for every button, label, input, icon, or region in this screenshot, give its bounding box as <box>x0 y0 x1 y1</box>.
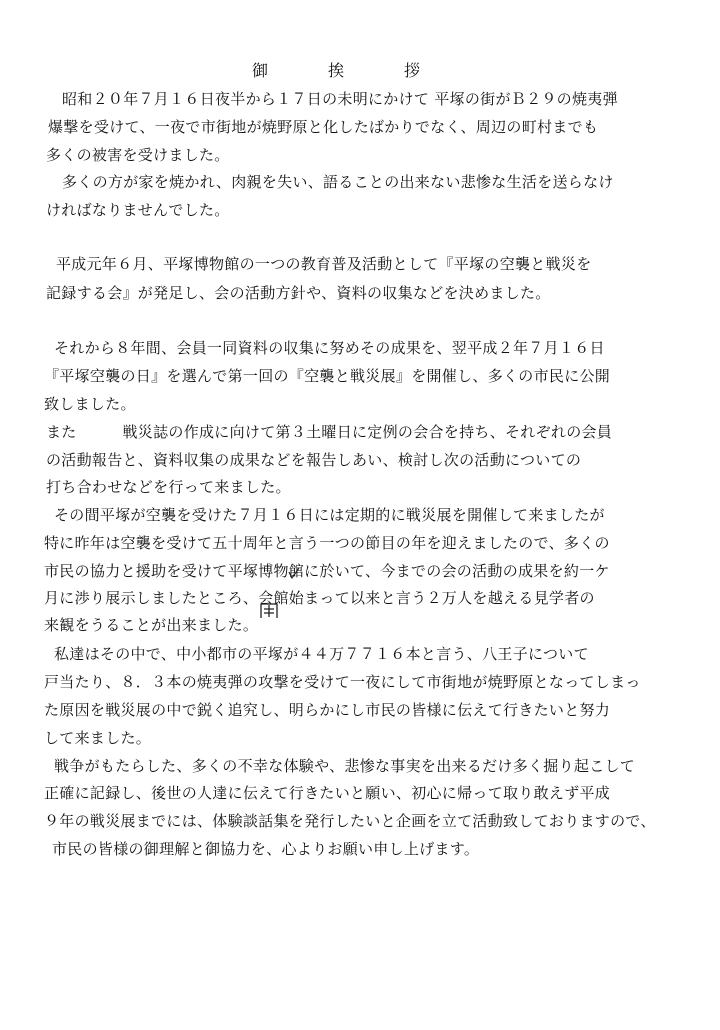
text-line: 来観をうることが出来ました。 <box>44 616 259 634</box>
text-line: 記録する会』が発足し、会の活動方針や、資料の収集などを決めました。 <box>46 284 551 302</box>
text-line: その間平塚が空襲を受けた７月１６日には定期的に戦災展を開催して来ましたが <box>54 506 605 524</box>
text-line: 戦争がもたらした、多くの不幸な体験や、悲惨な事実を出来るだけ多く掘り起こして <box>54 757 636 775</box>
text-line: それから８年間、会員一同資料の収集に努めその成果を、翌平成２年７月１６日 <box>54 339 605 357</box>
text-line: 多くの方が家を焼かれ、肉親を失い、語ることの出来ない悲惨な生活を送らなけ <box>62 173 614 191</box>
text-line: また 戦災誌の作成に向けて第３土曜日に定例の会合を持ち、それぞれの会員 <box>46 423 613 441</box>
text-line: 平成元年６月、平塚博物館の一つの教育普及活動として『平塚の空襲と戦災を <box>56 255 592 273</box>
text-line: して来ました。 <box>44 729 152 747</box>
text-line: 致しました。 <box>44 395 136 413</box>
text-line: 私達はその中で、中小都市の平塚が４４万７７１６本と言う、八王子について <box>54 645 589 663</box>
text-line: 戸当たり、８．３本の焼夷弾の攻撃を受けて一夜にして市街地が焼野原となってしまっ <box>44 673 641 691</box>
text-line: 月に渉り展示しましたところ、会館始まって以来と言う２万人を越える見学者の <box>44 589 595 607</box>
text-line: 爆撃を受けて、一夜で市街地が焼野原と化したばかりでなく、周辺の町村までも <box>48 118 599 136</box>
text-line: 昭和２０年７月１６日夜半から１７日の未明にかけて 平塚の街がＢ２９の焼夷弾 <box>62 90 618 108</box>
document-title: 御 挨 拶 <box>252 61 443 80</box>
handwritten-check-mark <box>287 567 301 581</box>
text-line: 市民の協力と援助を受けて平塚博物館に於いて、今までの会の活動の成果を約一ケ <box>44 562 610 580</box>
text-line: 市民の皆様の御理解と御協力を、心よりお願い申し上げます。 <box>52 840 480 858</box>
text-line: ければなりませんでした。 <box>46 201 230 219</box>
text-line: の活動報告と、資料収集の成果などを報告しあい、検討し次の活動についての <box>46 451 582 469</box>
text-line: 『平塚空襲の日』を選んで第一回の『空襲と戦災展』を開催し、多くの市民に公開 <box>44 367 611 385</box>
text-line: 正確に記録し、後世の人達に伝えて行きたいと願い、初心に帰って取り敢えず平成 <box>44 784 611 802</box>
text-line: 特に昨年は空襲を受けて五十周年と言う一つの節目の年を迎えましたので、多くの <box>44 534 610 552</box>
text-line: ９年の戦災展までには、体験談話集を発行したいと企画を立て活動致しておりますので、 <box>44 812 656 830</box>
handwritten-seal-mark <box>258 601 280 621</box>
text-line: た原因を戦災展の中で鋭く追究し、明らかにし市民の皆様に伝えて行きたいと努力 <box>44 701 611 719</box>
text-line: 打ち合わせなどを行って来ました。 <box>46 478 291 496</box>
text-line: 多くの被害を受けました。 <box>46 146 230 164</box>
